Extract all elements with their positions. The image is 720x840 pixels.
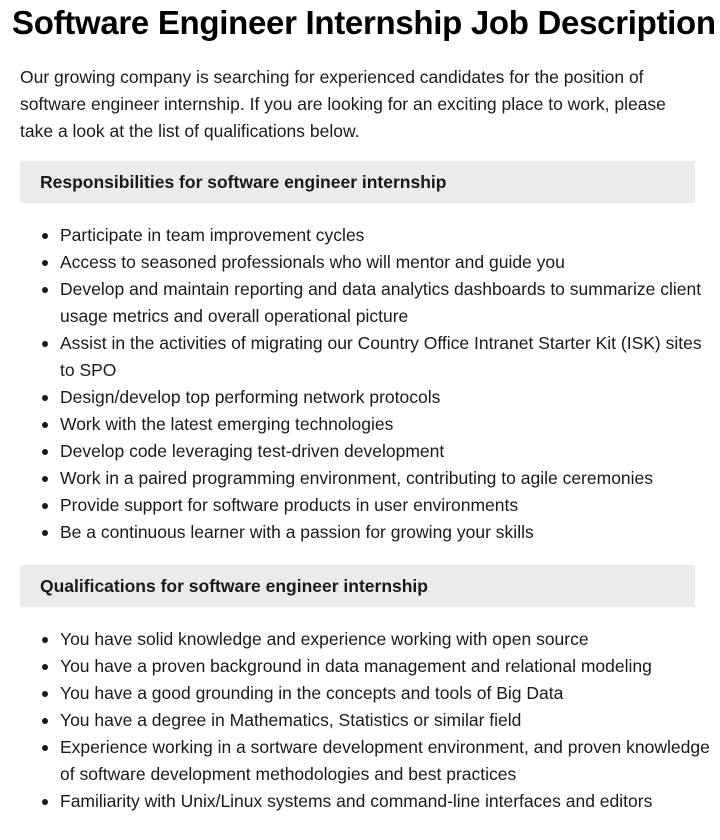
list-item: Access to seasoned professionals who will mentor and guide you	[60, 249, 710, 276]
bullet-icon	[42, 341, 48, 347]
responsibilities-list	[0, 222, 710, 546]
list-item: Work in a paired programming environment, contributing to agile ceremonies	[60, 465, 710, 492]
bullet-icon	[42, 664, 48, 670]
bullet-icon	[42, 745, 48, 751]
list-item: Experience working in a sortware development environment, and proven knowledge of software development methodologies and best practices	[60, 734, 710, 788]
list-item: Assist in the activities of migrating our Country Office Intranet Starter Kit (ISK) sites to SPO	[60, 330, 710, 384]
list-item: Work with the latest emerging technologies	[60, 411, 710, 438]
qualifications-list	[0, 626, 710, 815]
list-item: Be a continuous learner with a passion for growing your skills	[60, 519, 710, 546]
list-item: You have a proven background in data management and relational modeling	[60, 653, 710, 680]
list-item: Design/develop top performing network protocols	[60, 384, 710, 411]
list-item: You have solid knowledge and experience working with open source	[60, 626, 710, 653]
bullet-icon	[42, 530, 48, 536]
intro-paragraph: Our growing company is searching for experienced candidates for the position of software engineer internship. If you are looking for an exciting place to work, please take a look at the list of qualifications below.	[20, 67, 666, 141]
section-heading: Qualifications for software engineer internship	[40, 575, 428, 596]
bullet-icon	[42, 718, 48, 724]
bullet-icon	[42, 287, 48, 293]
qualifications-header	[20, 565, 695, 607]
list-item: Develop code leveraging test-driven development	[60, 438, 710, 465]
bullet-icon	[42, 260, 48, 266]
list-item: You have a good grounding in the concepts and tools of Big Data	[60, 680, 710, 707]
bullet-icon	[42, 395, 48, 401]
list-item: Participate in team improvement cycles	[60, 222, 710, 249]
list-item: Develop and maintain reporting and data analytics dashboards to summarize client usage metrics and overall operational picture	[60, 276, 710, 330]
list-item: Provide support for software products in user environments	[60, 492, 710, 519]
bullet-icon	[42, 691, 48, 697]
bullet-icon	[42, 422, 48, 428]
list-item: Familiarity with Unix/Linux systems and command-line interfaces and editors	[60, 788, 710, 815]
bullet-icon	[42, 449, 48, 455]
bullet-icon	[42, 233, 48, 239]
responsibilities-header	[20, 161, 695, 203]
bullet-icon	[42, 476, 48, 482]
bullet-icon	[42, 799, 48, 805]
page-title: Software Engineer Internship Job Description	[12, 4, 716, 41]
list-item: You have a degree in Mathematics, Statistics or similar field	[60, 707, 710, 734]
section-heading: Responsibilities for software engineer internship	[40, 171, 447, 192]
bullet-icon	[42, 637, 48, 643]
bullet-icon	[42, 503, 48, 509]
